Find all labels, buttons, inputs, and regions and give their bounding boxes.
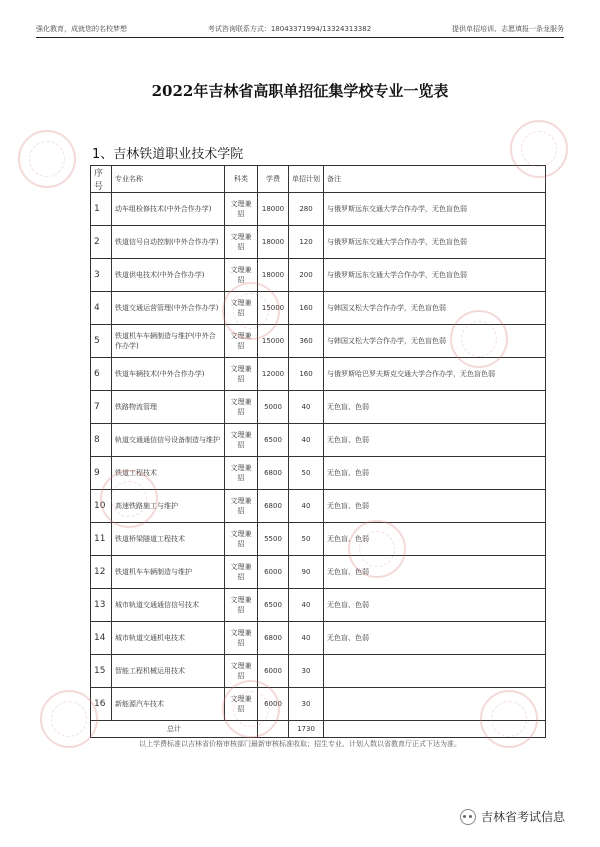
row-plan: 30 xyxy=(289,655,324,688)
col-header-fee: 学费 xyxy=(258,166,289,193)
row-note: 无色盲、色弱 xyxy=(324,622,546,655)
table-row xyxy=(91,325,546,358)
row-major-name: 城市轨道交通机电技术 xyxy=(112,622,225,655)
row-note: 无色盲、色弱 xyxy=(324,457,546,490)
row-tuition: 6800 xyxy=(258,457,289,490)
row-category: 文理兼招 xyxy=(225,523,258,556)
row-category: 文理兼招 xyxy=(225,688,258,721)
footnote: 以上学费标准以吉林省价格审核部门最新审核标准收取；招生专业、计划人数以省教育厅正式下达为准。 xyxy=(139,740,461,748)
row-plan: 40 xyxy=(289,589,324,622)
document-title: 2022年吉林省高职单招征集学校专业一览表 xyxy=(151,82,449,100)
row-category: 文理兼招 xyxy=(225,622,258,655)
table-row xyxy=(91,490,546,523)
row-category: 文理兼招 xyxy=(225,457,258,490)
row-note: 与俄罗斯远东交通大学合作办学，无色盲色弱 xyxy=(324,193,546,226)
row-tuition: 18000 xyxy=(258,193,289,226)
brand-label: 吉林省考试信息 xyxy=(481,810,566,824)
row-no: 10 xyxy=(91,490,112,523)
row-no: 5 xyxy=(91,325,112,358)
row-category: 文理兼招 xyxy=(225,226,258,259)
table-row xyxy=(91,193,546,226)
row-plan: 40 xyxy=(289,391,324,424)
row-tuition: 6800 xyxy=(258,622,289,655)
col-header-name: 专业名称 xyxy=(112,166,225,193)
row-note: 无色盲、色弱 xyxy=(324,523,546,556)
row-plan: 40 xyxy=(289,490,324,523)
row-major-name: 铁道交通运营管理(中外合作办学) xyxy=(112,292,225,325)
row-tuition: 15000 xyxy=(258,292,289,325)
row-no: 4 xyxy=(91,292,112,325)
row-tuition: 6000 xyxy=(258,556,289,589)
row-no: 16 xyxy=(91,688,112,721)
row-category: 文理兼招 xyxy=(225,655,258,688)
row-no: 13 xyxy=(91,589,112,622)
row-note xyxy=(324,655,546,688)
row-tuition: 12000 xyxy=(258,358,289,391)
table-body xyxy=(91,193,546,738)
wechat-icon xyxy=(460,809,476,825)
row-no: 6 xyxy=(91,358,112,391)
table-row xyxy=(91,292,546,325)
row-tuition: 6500 xyxy=(258,424,289,457)
row-note: 无色盲、色弱 xyxy=(324,391,546,424)
row-note: 无色盲、色弱 xyxy=(324,589,546,622)
row-note xyxy=(324,688,546,721)
total-row xyxy=(91,721,546,738)
section-title: 1、吉林铁道职业技术学院 xyxy=(92,147,244,162)
row-tuition: 6000 xyxy=(258,688,289,721)
row-no: 7 xyxy=(91,391,112,424)
row-plan: 200 xyxy=(289,259,324,292)
header-slogan: 强化教育，成就您的名校梦想 xyxy=(36,25,127,33)
row-major-name: 轨道交通通信信号设备制造与维护 xyxy=(112,424,225,457)
row-major-name: 高速铁路施工与维护 xyxy=(112,490,225,523)
row-tuition: 6500 xyxy=(258,589,289,622)
row-note: 与韩国又松大学合作办学，无色盲色弱 xyxy=(324,325,546,358)
row-no: 14 xyxy=(91,622,112,655)
header-contact: 考试咨询联系方式：18043371994/13324313382 xyxy=(207,25,372,33)
row-note: 与俄罗斯哈巴罗夫斯克交通大学合作办学，无色盲色弱 xyxy=(324,358,546,391)
table-row xyxy=(91,688,546,721)
row-category: 文理兼招 xyxy=(225,556,258,589)
row-major-name: 城市轨道交通通信信号技术 xyxy=(112,589,225,622)
row-category: 文理兼招 xyxy=(225,424,258,457)
row-no: 9 xyxy=(91,457,112,490)
row-category: 文理兼招 xyxy=(225,358,258,391)
row-note: 与俄罗斯远东交通大学合作办学，无色盲色弱 xyxy=(324,259,546,292)
row-no: 8 xyxy=(91,424,112,457)
row-no: 11 xyxy=(91,523,112,556)
row-category: 文理兼招 xyxy=(225,292,258,325)
row-tuition: 18000 xyxy=(258,259,289,292)
table-row xyxy=(91,424,546,457)
row-plan: 30 xyxy=(289,688,324,721)
row-tuition: 18000 xyxy=(258,226,289,259)
row-no: 12 xyxy=(91,556,112,589)
table-row xyxy=(91,358,546,391)
header-service: 提供单招培训、志愿填报一条龙服务 xyxy=(452,25,564,33)
row-tuition: 5500 xyxy=(258,523,289,556)
row-tuition: 6800 xyxy=(258,490,289,523)
row-major-name: 铁道工程技术 xyxy=(112,457,225,490)
row-major-name: 新能源汽车技术 xyxy=(112,688,225,721)
row-plan: 50 xyxy=(289,457,324,490)
row-major-name: 动车组检修技术(中外合作办学) xyxy=(112,193,225,226)
row-note: 与韩国又松大学合作办学，无色盲色弱 xyxy=(324,292,546,325)
row-category: 文理兼招 xyxy=(225,589,258,622)
row-no: 15 xyxy=(91,655,112,688)
total-value: 1730 xyxy=(289,721,324,738)
watermark-stamp xyxy=(18,130,76,188)
page-header xyxy=(36,24,564,38)
total-empty xyxy=(258,721,289,738)
col-header-note: 备注 xyxy=(324,166,546,193)
table-row xyxy=(91,556,546,589)
row-plan: 40 xyxy=(289,622,324,655)
table-row xyxy=(91,226,546,259)
row-no: 1 xyxy=(91,193,112,226)
row-plan: 160 xyxy=(289,292,324,325)
row-plan: 360 xyxy=(289,325,324,358)
row-major-name: 铁道机车车辆制造与维护(中外合作办学) xyxy=(112,325,225,358)
row-tuition: 6000 xyxy=(258,655,289,688)
table-row xyxy=(91,391,546,424)
row-note: 无色盲、色弱 xyxy=(324,424,546,457)
row-note: 无色盲、色弱 xyxy=(324,556,546,589)
total-label: 总计 xyxy=(91,721,258,738)
table-row xyxy=(91,622,546,655)
row-tuition: 5000 xyxy=(258,391,289,424)
row-plan: 280 xyxy=(289,193,324,226)
row-plan: 160 xyxy=(289,358,324,391)
brand-watermark xyxy=(460,808,565,825)
row-no: 2 xyxy=(91,226,112,259)
table-row xyxy=(91,259,546,292)
row-plan: 120 xyxy=(289,226,324,259)
row-note: 与俄罗斯远东交通大学合作办学，无色盲色弱 xyxy=(324,226,546,259)
row-major-name: 铁道信号自动控制(中外合作办学) xyxy=(112,226,225,259)
row-major-name: 铁道桥梁隧道工程技术 xyxy=(112,523,225,556)
row-major-name: 铁路物流管理 xyxy=(112,391,225,424)
table-row xyxy=(91,655,546,688)
row-note: 无色盲、色弱 xyxy=(324,490,546,523)
row-major-name: 铁道供电技术(中外合作办学) xyxy=(112,259,225,292)
row-category: 文理兼招 xyxy=(225,325,258,358)
col-header-plan: 单招计划 xyxy=(289,166,324,193)
table-row xyxy=(91,589,546,622)
row-category: 文理兼招 xyxy=(225,391,258,424)
row-plan: 50 xyxy=(289,523,324,556)
col-header-no: 序号 xyxy=(91,166,112,193)
row-plan: 40 xyxy=(289,424,324,457)
row-category: 文理兼招 xyxy=(225,259,258,292)
table-header-row xyxy=(91,166,546,193)
total-note xyxy=(324,721,546,738)
majors-table xyxy=(90,165,546,738)
row-category: 文理兼招 xyxy=(225,193,258,226)
row-major-name: 铁道机车车辆制造与维护 xyxy=(112,556,225,589)
row-no: 3 xyxy=(91,259,112,292)
col-header-type: 科类 xyxy=(225,166,258,193)
row-tuition: 15000 xyxy=(258,325,289,358)
row-major-name: 铁道车辆技术(中外合作办学) xyxy=(112,358,225,391)
row-category: 文理兼招 xyxy=(225,490,258,523)
row-major-name: 智能工程机械运用技术 xyxy=(112,655,225,688)
table-row xyxy=(91,457,546,490)
row-plan: 90 xyxy=(289,556,324,589)
table-row xyxy=(91,523,546,556)
